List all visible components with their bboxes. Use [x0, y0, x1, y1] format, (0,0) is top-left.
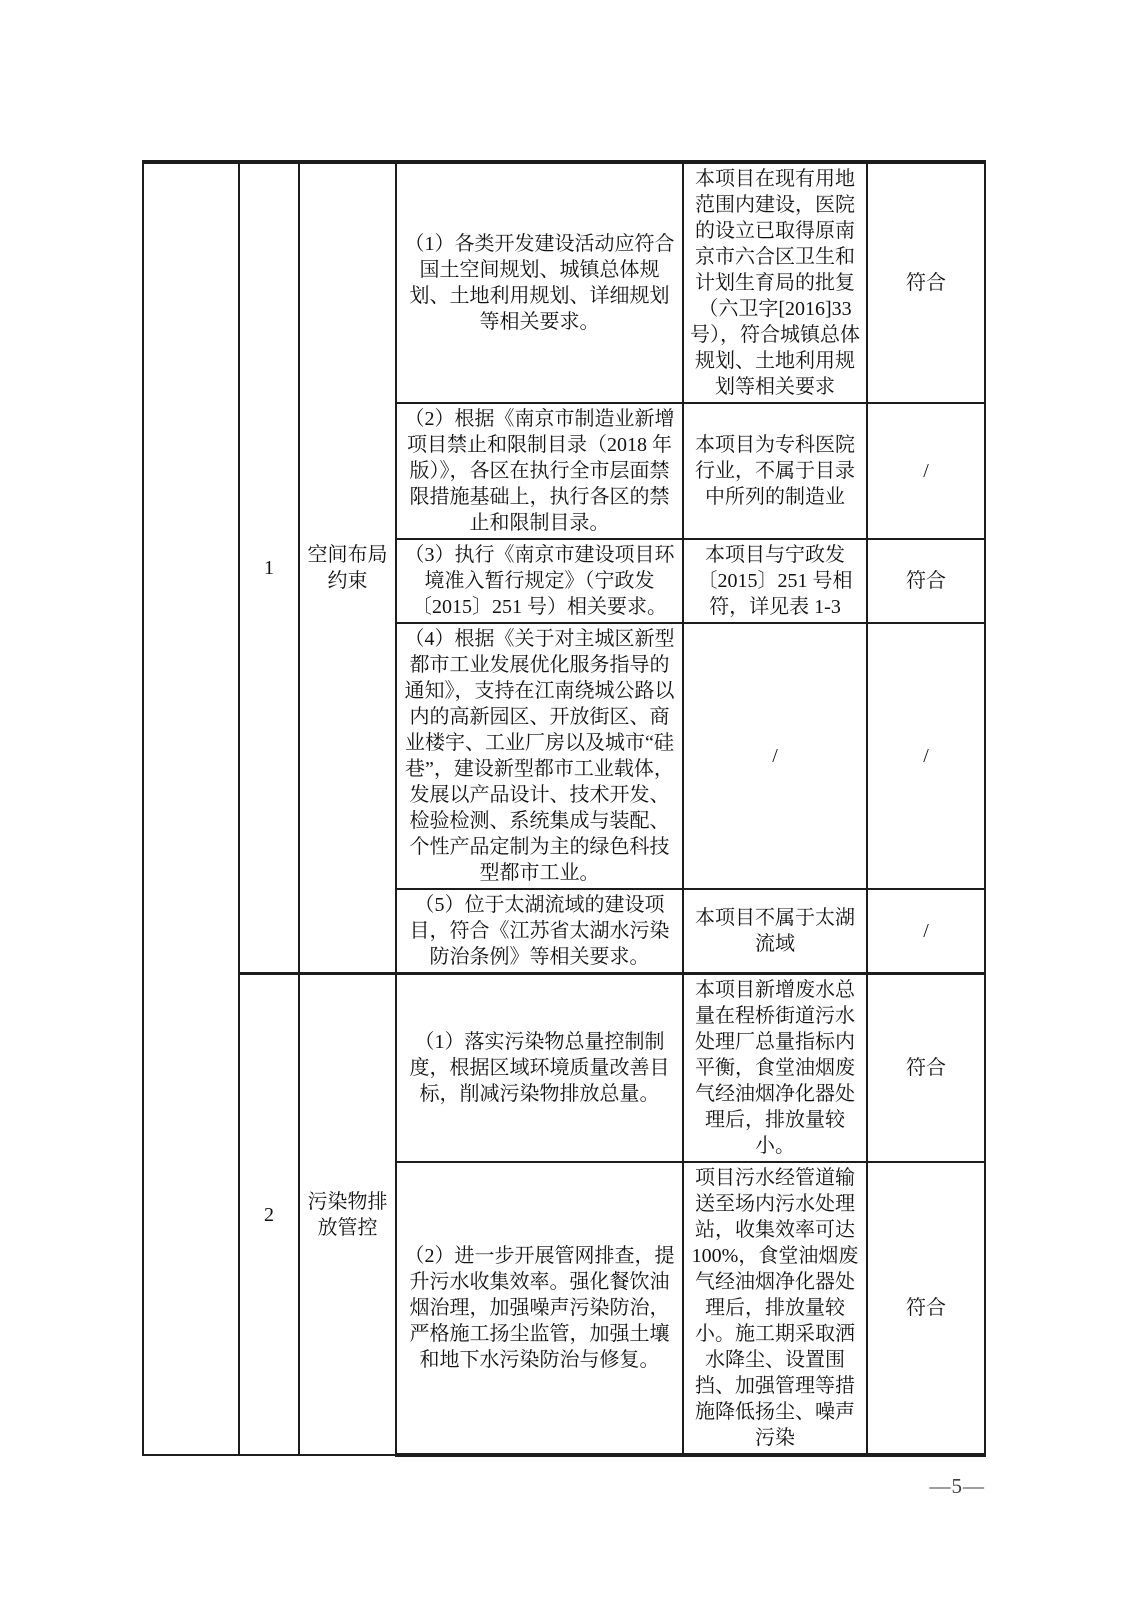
requirement-cell: （4）根据《关于对主城区新型都市工业发展优化服务指导的通知》，支持在江南绕城公路以内的高新园区、开放街区、商业楼宇、工业厂房以及城市“硅巷”，建设新型都市工业载体，发展以产品设计、技术开发、检验检测、系统集成与装配、个性产品定制为主的绿色科技型都市工业。 [396, 623, 683, 889]
page-number: —5— [929, 1474, 985, 1498]
conclusion-cell: / [867, 889, 985, 974]
requirement-cell: （1）各类开发建设活动应符合国土空间规划、城镇总体规划、土地利用规划、详细规划等相关要求。 [396, 162, 683, 403]
project-situation-cell: 本项目在现有用地范围内建设，医院的设立已取得原南京市六合区卫生和计划生育局的批复（六卫字[2016]33 号），符合城镇总体规划、土地利用规划等相关要求 [683, 162, 867, 403]
requirement-cell: （5）位于太湖流域的建设项目，符合《江苏省太湖水污染防治条例》等相关要求。 [396, 889, 683, 974]
conclusion-cell: / [867, 403, 985, 539]
requirement-cell: （1）落实污染物总量控制制度，根据区域环境质量改善目标，削减污染物排放总量。 [396, 974, 683, 1163]
table-row [143, 974, 985, 1163]
section-category: 污染物排放管控 [299, 974, 396, 1456]
project-situation-cell: 本项目不属于太湖流域 [683, 889, 867, 974]
requirement-cell: （2）进一步开展管网排查，提升污水收集效率。强化餐饮油烟治理，加强噪声污染防治，严格施工扬尘监管，加强土壤和地下水污染防治与修复。 [396, 1162, 683, 1455]
project-situation-cell: 本项目新增废水总量在程桥街道污水处理厂总量指标内平衡，食堂油烟废气经油烟净化器处理后，排放量较小。 [683, 974, 867, 1163]
conclusion-cell: 符合 [867, 539, 985, 623]
section-category: 空间布局约束 [299, 162, 396, 974]
project-situation-cell: 本项目与宁政发〔2015〕251 号相符，详见表 1-3 [683, 539, 867, 623]
conclusion-cell: 符合 [867, 162, 985, 403]
conclusion-cell: / [867, 623, 985, 889]
project-situation-cell: / [683, 623, 867, 889]
conclusion-cell: 符合 [867, 1162, 985, 1455]
requirement-cell: （3）执行《南京市建设项目环境准入暂行规定》（宁政发〔2015〕251 号）相关要求。 [396, 539, 683, 623]
compliance-table [142, 160, 986, 1457]
project-situation-cell: 项目污水经管道输送至场内污水处理站，收集效率可达 100%，食堂油烟废气经油烟净化器处理后，排放量较小。施工期采取洒水降尘、设置围挡、加强管理等措施降低扬尘、噪声污染 [683, 1162, 867, 1455]
table-row [143, 162, 985, 403]
section-index: 1 [239, 162, 299, 974]
requirement-cell: （2）根据《南京市制造业新增项目禁止和限制目录（2018 年版）》，各区在执行全市层面禁限措施基础上，执行各区的禁止和限制目录。 [396, 403, 683, 539]
continuation-cell [143, 162, 239, 1455]
conclusion-cell: 符合 [867, 974, 985, 1163]
section-index: 2 [239, 974, 299, 1456]
project-situation-cell: 本项目为专科医院行业，不属于目录中所列的制造业 [683, 403, 867, 539]
